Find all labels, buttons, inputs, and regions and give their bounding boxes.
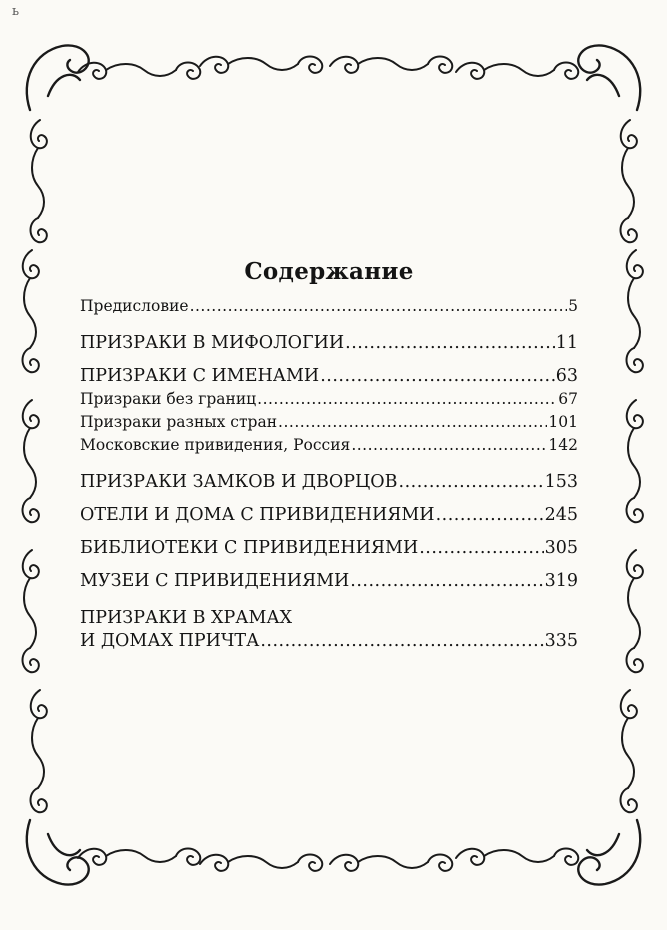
toc-leader-dots [436,504,544,527]
page-corner-mark: ь [12,4,20,19]
toc-entry-row [80,630,578,653]
toc-page-number: 142 [548,436,578,454]
toc-entry-row [80,471,578,494]
toc-entry-label: ПРИЗРАКИ С ИМЕНАМИ [80,366,320,386]
toc-entries [80,295,578,653]
toc-entry-label: ОТЕЛИ И ДОМА С ПРИВИДЕНИЯМИ [80,505,435,525]
toc-entry [80,607,578,653]
toc-page-number: 11 [555,333,578,353]
toc-entry-label: И ДОМАХ ПРИЧТА [80,631,260,651]
toc-entry [80,504,578,527]
toc-page-number: 319 [544,571,578,591]
toc-page-number: 5 [568,297,578,315]
toc-entry-row [80,570,578,593]
toc-leader-dots [419,537,543,560]
toc-entry [80,295,578,318]
toc-leader-dots [345,332,555,355]
toc-entry [80,471,578,494]
toc-leader-dots [257,388,557,411]
toc-entry-row [80,411,578,434]
toc-leader-dots [350,570,543,593]
toc-page-number: 153 [544,472,578,492]
toc-entry-label: Призраки разных стран [80,413,278,431]
toc-entry [80,332,578,355]
toc-leader-dots [190,295,568,318]
toc-page-number: 305 [544,538,578,558]
toc-entry-row [80,332,578,355]
toc-leader-dots [399,471,544,494]
toc-entry-label: Предисловие [80,297,189,315]
toc-entry-label: Московские привидения, Россия [80,436,351,454]
toc-leader-dots [320,365,555,388]
toc-entry-row [80,388,578,411]
toc-entry-label: МУЗЕИ С ПРИВИДЕНИЯМИ [80,571,350,591]
toc-entry-label-line1: ПРИЗРАКИ В ХРАМАХ [80,608,293,628]
toc-entry [80,388,578,411]
toc-entry-label: БИБЛИОТЕКИ С ПРИВИДЕНИЯМИ [80,538,419,558]
toc-entry [80,411,578,434]
toc-page-number: 245 [544,505,578,525]
toc-entry-label: Призраки без границ [80,390,257,408]
toc-page-number: 101 [548,413,578,431]
toc-entry-row [80,295,578,318]
toc-page-number: 63 [555,366,578,386]
toc-entry-row [80,537,578,560]
toc-entry [80,537,578,560]
toc-entry-row [80,434,578,457]
toc-page-number: 67 [558,390,578,408]
toc-entry [80,570,578,593]
toc-entry [80,434,578,457]
toc-entry-row [80,504,578,527]
toc-leader-dots [278,411,547,434]
toc-title: Содержание [244,258,414,285]
toc-entry [80,365,578,388]
toc-entry-label: ПРИЗРАКИ ЗАМКОВ И ДВОРЦОВ [80,472,398,492]
toc-leader-dots [260,630,543,653]
table-of-contents [80,258,578,653]
toc-leader-dots [351,434,547,457]
toc-entry-row [80,365,578,388]
toc-entry-label: ПРИЗРАКИ В МИФОЛОГИИ [80,333,345,353]
toc-page-number: 335 [544,631,578,651]
